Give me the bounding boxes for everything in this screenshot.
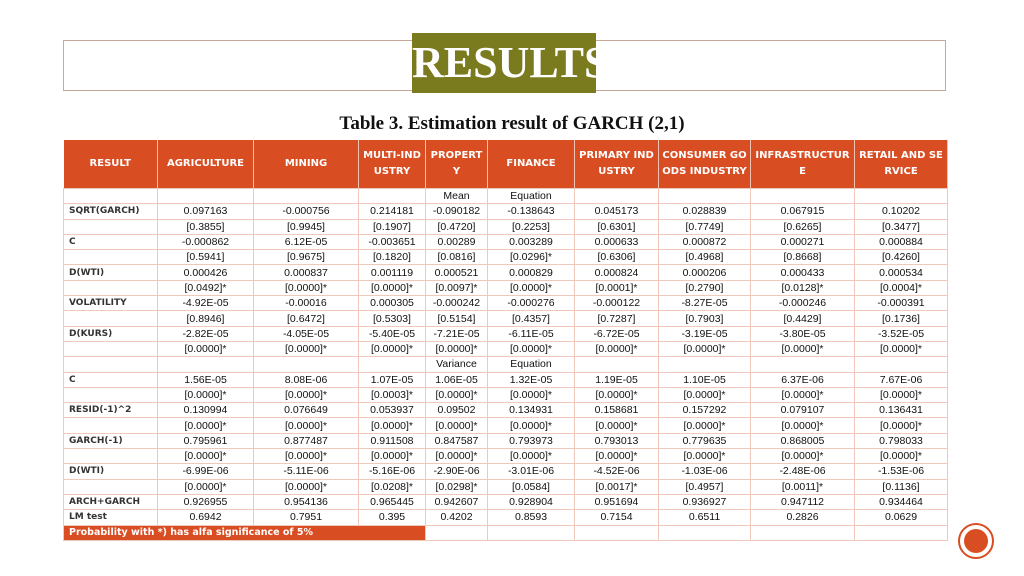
table-cell: [0.0000]* xyxy=(751,387,855,402)
table-cell: [0.0000]* xyxy=(158,418,254,433)
table-cell: [0.6306] xyxy=(575,250,659,265)
table-cell: 6.37E-06 xyxy=(751,372,855,387)
table-cell: [0.0000]* xyxy=(426,449,488,464)
table-cell: [0.0000]* xyxy=(254,449,359,464)
row-label xyxy=(64,280,158,295)
table-caption: Table 3. Estimation result of GARCH (2,1) xyxy=(339,113,685,134)
table-cell: -0.138643 xyxy=(488,204,575,219)
table-row xyxy=(64,372,948,387)
table-cell xyxy=(158,189,254,204)
table-cell: [0.0000]* xyxy=(254,418,359,433)
table-cell: [0.3855] xyxy=(158,219,254,234)
table-cell: [0.0000]* xyxy=(359,418,426,433)
header-consumer-goods: CONSUMER GOODS INDUSTRY xyxy=(659,140,751,189)
table-cell: 0.6942 xyxy=(158,510,254,525)
table-cell: 0.000872 xyxy=(659,234,751,249)
table-cell: [0.0000]* xyxy=(751,449,855,464)
table-cell: 0.936927 xyxy=(659,494,751,509)
table-cell: [0.0000]* xyxy=(659,418,751,433)
table-cell xyxy=(751,525,855,540)
table-cell: [0.0492]* xyxy=(158,280,254,295)
results-table xyxy=(63,140,948,541)
table-cell: 0.136431 xyxy=(855,403,948,418)
header-infrastructure: INFRASTRUCTURE xyxy=(751,140,855,189)
table-row xyxy=(64,464,948,479)
table-row xyxy=(64,311,948,326)
table-cell: [0.5154] xyxy=(426,311,488,326)
table-cell: 0.942607 xyxy=(426,494,488,509)
row-label xyxy=(64,418,158,433)
table-cell: -4.05E-05 xyxy=(254,326,359,341)
table-cell: 0.7951 xyxy=(254,510,359,525)
table-cell: [0.0000]* xyxy=(254,479,359,494)
table-cell: [0.4260] xyxy=(855,250,948,265)
table-cell: -0.000862 xyxy=(158,234,254,249)
table-cell: [0.0000]* xyxy=(855,341,948,356)
table-cell: Equation xyxy=(488,189,575,204)
table-cell: 0.926955 xyxy=(158,494,254,509)
table-cell: [0.0000]* xyxy=(855,449,948,464)
table-cell: [0.4429] xyxy=(751,311,855,326)
table-cell: 0.000824 xyxy=(575,265,659,280)
table-cell: [0.5941] xyxy=(158,250,254,265)
table-cell: 0.847587 xyxy=(426,433,488,448)
table-cell: 0.934464 xyxy=(855,494,948,509)
table-cell: [0.4957] xyxy=(659,479,751,494)
table-cell: [0.0004]* xyxy=(855,280,948,295)
table-cell: [0.0000]* xyxy=(855,418,948,433)
table-cell xyxy=(855,357,948,372)
table-row xyxy=(64,387,948,402)
table-cell xyxy=(575,189,659,204)
table-cell: Mean xyxy=(426,189,488,204)
table-cell: [0.0000]* xyxy=(488,341,575,356)
table-cell: [0.1736] xyxy=(855,311,948,326)
table-cell xyxy=(659,525,751,540)
table-cell: 0.877487 xyxy=(254,433,359,448)
table-cell: -6.99E-06 xyxy=(158,464,254,479)
table-cell: -5.16E-06 xyxy=(359,464,426,479)
table-row xyxy=(64,234,948,249)
table-row xyxy=(64,494,948,509)
header-agriculture: AGRICULTURE xyxy=(158,140,254,189)
table-cell: 0.00289 xyxy=(426,234,488,249)
table-cell: [0.4720] xyxy=(426,219,488,234)
row-label xyxy=(64,479,158,494)
table-cell: -3.01E-06 xyxy=(488,464,575,479)
table-cell: 1.07E-05 xyxy=(359,372,426,387)
row-label: VOLATILITY xyxy=(64,296,158,311)
table-cell: [0.2790] xyxy=(659,280,751,295)
table-cell: [0.7749] xyxy=(659,219,751,234)
table-row xyxy=(64,403,948,418)
table-cell: [0.1136] xyxy=(855,479,948,494)
table-cell: 0.965445 xyxy=(359,494,426,509)
table-row xyxy=(64,341,948,356)
table-cell: -0.000756 xyxy=(254,204,359,219)
table-cell: [0.8668] xyxy=(751,250,855,265)
table-row xyxy=(64,280,948,295)
table-cell: 1.56E-05 xyxy=(158,372,254,387)
table-cell xyxy=(751,357,855,372)
row-label: RESID(-1)^2 xyxy=(64,403,158,418)
table-cell xyxy=(488,525,575,540)
table-cell: [0.0000]* xyxy=(575,341,659,356)
table-cell: [0.5303] xyxy=(359,311,426,326)
table-cell: -8.27E-05 xyxy=(659,296,751,311)
table-cell: [0.0000]* xyxy=(426,341,488,356)
table-cell: 0.045173 xyxy=(575,204,659,219)
table-cell xyxy=(254,189,359,204)
table-cell: 0.000884 xyxy=(855,234,948,249)
table-cell: [0.9675] xyxy=(254,250,359,265)
table-cell: [0.0000]* xyxy=(855,387,948,402)
table-cell: [0.0000]* xyxy=(488,280,575,295)
table-cell: [0.3477] xyxy=(855,219,948,234)
row-label xyxy=(64,387,158,402)
table-cell: Equation xyxy=(488,357,575,372)
table-cell: 1.06E-05 xyxy=(426,372,488,387)
row-label: D(KURS) xyxy=(64,326,158,341)
table-cell: [0.0000]* xyxy=(158,387,254,402)
table-cell: -6.11E-05 xyxy=(488,326,575,341)
table-note-row xyxy=(64,525,948,540)
table-cell: 0.793013 xyxy=(575,433,659,448)
table-cell: 0.067915 xyxy=(751,204,855,219)
table-cell: -0.00016 xyxy=(254,296,359,311)
table-cell: 0.134931 xyxy=(488,403,575,418)
table-row xyxy=(64,250,948,265)
table-cell: Variance xyxy=(426,357,488,372)
table-cell: [0.0000]* xyxy=(659,341,751,356)
table-cell xyxy=(359,357,426,372)
table-cell: [0.0000]* xyxy=(158,341,254,356)
table-cell: -1.53E-06 xyxy=(855,464,948,479)
table-cell: [0.0000]* xyxy=(488,418,575,433)
table-cell: -0.000391 xyxy=(855,296,948,311)
table-cell: 0.779635 xyxy=(659,433,751,448)
row-label xyxy=(64,189,158,204)
table-cell: 0.097163 xyxy=(158,204,254,219)
table-cell: [0.0000]* xyxy=(158,479,254,494)
header-mining: MINING xyxy=(254,140,359,189)
significance-note: Probability with *) has alfa significance of 5% xyxy=(64,525,426,540)
table-cell: [0.0000]* xyxy=(488,387,575,402)
row-label xyxy=(64,449,158,464)
table-cell: 1.19E-05 xyxy=(575,372,659,387)
table-cell xyxy=(751,189,855,204)
table-cell: 0.053937 xyxy=(359,403,426,418)
table-cell xyxy=(158,357,254,372)
header-retail-service: RETAIL AND SERVICE xyxy=(855,140,948,189)
table-cell: -2.90E-06 xyxy=(426,464,488,479)
table-cell: 0.928904 xyxy=(488,494,575,509)
table-cell: 0.0629 xyxy=(855,510,948,525)
table-cell: -0.000122 xyxy=(575,296,659,311)
table-cell: [0.0000]* xyxy=(158,449,254,464)
table-cell: 0.076649 xyxy=(254,403,359,418)
table-cell: -1.03E-06 xyxy=(659,464,751,479)
row-label: C xyxy=(64,372,158,387)
table-cell: 0.157292 xyxy=(659,403,751,418)
table-cell: 0.868005 xyxy=(751,433,855,448)
table-cell: [0.0296]* xyxy=(488,250,575,265)
table-cell: [0.0000]* xyxy=(751,418,855,433)
table-cell: -4.92E-05 xyxy=(158,296,254,311)
table-row xyxy=(64,433,948,448)
table-cell: [0.0000]* xyxy=(426,418,488,433)
table-cell xyxy=(659,357,751,372)
table-cell: [0.7903] xyxy=(659,311,751,326)
row-label: SQRT(GARCH) xyxy=(64,204,158,219)
logo-icon xyxy=(958,523,994,559)
row-label: LM test xyxy=(64,510,158,525)
table-cell: -3.80E-05 xyxy=(751,326,855,341)
table-row xyxy=(64,189,948,204)
table-cell: 0.000633 xyxy=(575,234,659,249)
table-cell: [0.9945] xyxy=(254,219,359,234)
table-cell: [0.0000]* xyxy=(575,418,659,433)
header-multi-industry: MULTI-INDUSTRY xyxy=(359,140,426,189)
table-cell: 0.003289 xyxy=(488,234,575,249)
table-cell: [0.0000]* xyxy=(488,449,575,464)
table-cell: [0.0128]* xyxy=(751,280,855,295)
row-label: C xyxy=(64,234,158,249)
table-cell: 0.001119 xyxy=(359,265,426,280)
table-cell xyxy=(359,189,426,204)
row-label xyxy=(64,250,158,265)
table-cell: [0.0017]* xyxy=(575,479,659,494)
table-cell: 0.954136 xyxy=(254,494,359,509)
table-cell: -7.21E-05 xyxy=(426,326,488,341)
row-label: ARCH+GARCH xyxy=(64,494,158,509)
table-cell xyxy=(575,525,659,540)
table-cell: 8.08E-06 xyxy=(254,372,359,387)
table-cell: 0.7154 xyxy=(575,510,659,525)
table-cell: 0.000837 xyxy=(254,265,359,280)
table-cell: 7.67E-06 xyxy=(855,372,948,387)
table-cell: [0.0208]* xyxy=(359,479,426,494)
table-cell: 0.214181 xyxy=(359,204,426,219)
table-cell: [0.4968] xyxy=(659,250,751,265)
row-label: GARCH(-1) xyxy=(64,433,158,448)
table-cell: 0.798033 xyxy=(855,433,948,448)
table-cell: 0.028839 xyxy=(659,204,751,219)
table-cell: 0.000426 xyxy=(158,265,254,280)
table-body xyxy=(64,189,948,541)
table-cell: 0.158681 xyxy=(575,403,659,418)
table-row xyxy=(64,449,948,464)
table-cell: 1.10E-05 xyxy=(659,372,751,387)
table-cell: [0.6472] xyxy=(254,311,359,326)
table-row xyxy=(64,265,948,280)
table-cell: 0.000271 xyxy=(751,234,855,249)
table-cell: [0.7287] xyxy=(575,311,659,326)
table-cell: [0.0000]* xyxy=(575,449,659,464)
table-cell: 0.10202 xyxy=(855,204,948,219)
table-cell: 0.000829 xyxy=(488,265,575,280)
table-row xyxy=(64,219,948,234)
row-label xyxy=(64,357,158,372)
table-row xyxy=(64,296,948,311)
row-label: D(WTI) xyxy=(64,464,158,479)
table-row xyxy=(64,418,948,433)
table-cell: [0.1820] xyxy=(359,250,426,265)
table-cell: 0.4202 xyxy=(426,510,488,525)
row-label: D(WTI) xyxy=(64,265,158,280)
table-cell: 0.000521 xyxy=(426,265,488,280)
table-cell: 0.2826 xyxy=(751,510,855,525)
table-cell: [0.0816] xyxy=(426,250,488,265)
table-cell: -4.52E-06 xyxy=(575,464,659,479)
table-cell: -0.090182 xyxy=(426,204,488,219)
table-cell: -5.40E-05 xyxy=(359,326,426,341)
table-header-row xyxy=(64,140,948,189)
table-cell: 0.000433 xyxy=(751,265,855,280)
table-cell: [0.0000]* xyxy=(254,280,359,295)
table-cell: [0.0003]* xyxy=(359,387,426,402)
table-cell: [0.2253] xyxy=(488,219,575,234)
table-cell: 0.000305 xyxy=(359,296,426,311)
table-cell: [0.8946] xyxy=(158,311,254,326)
table-cell: -2.48E-06 xyxy=(751,464,855,479)
header-finance: FINANCE xyxy=(488,140,575,189)
table-cell: 0.000206 xyxy=(659,265,751,280)
table-row xyxy=(64,326,948,341)
table-cell: [0.0000]* xyxy=(359,341,426,356)
table-cell xyxy=(855,189,948,204)
table-cell: [0.6265] xyxy=(751,219,855,234)
table-cell: [0.0000]* xyxy=(575,387,659,402)
table-cell: 0.130994 xyxy=(158,403,254,418)
table-cell xyxy=(254,357,359,372)
table-cell: 0.000534 xyxy=(855,265,948,280)
table-cell: 0.079107 xyxy=(751,403,855,418)
table-cell: -3.19E-05 xyxy=(659,326,751,341)
table-cell: 0.951694 xyxy=(575,494,659,509)
table-cell: 0.6511 xyxy=(659,510,751,525)
table-cell: -5.11E-06 xyxy=(254,464,359,479)
table-cell: 0.947112 xyxy=(751,494,855,509)
table-cell: [0.0000]* xyxy=(359,280,426,295)
table-cell: -0.000242 xyxy=(426,296,488,311)
table-cell: 0.911508 xyxy=(359,433,426,448)
table-cell: 0.793973 xyxy=(488,433,575,448)
table-cell: [0.0000]* xyxy=(359,449,426,464)
row-label xyxy=(64,311,158,326)
table-cell: [0.0298]* xyxy=(426,479,488,494)
table-row xyxy=(64,204,948,219)
row-label xyxy=(64,341,158,356)
table-cell: [0.0000]* xyxy=(751,341,855,356)
table-cell: 1.32E-05 xyxy=(488,372,575,387)
table-cell: 0.395 xyxy=(359,510,426,525)
table-cell: -6.72E-05 xyxy=(575,326,659,341)
table-cell: 0.795961 xyxy=(158,433,254,448)
table-cell: [0.0000]* xyxy=(659,449,751,464)
table-cell: [0.6301] xyxy=(575,219,659,234)
header-property: PROPERTY xyxy=(426,140,488,189)
table-cell: [0.0000]* xyxy=(659,387,751,402)
table-cell: [0.0584] xyxy=(488,479,575,494)
table-cell: [0.0000]* xyxy=(254,341,359,356)
table-cell: 0.8593 xyxy=(488,510,575,525)
table-cell: -0.000246 xyxy=(751,296,855,311)
table-row xyxy=(64,510,948,525)
table-cell: -2.82E-05 xyxy=(158,326,254,341)
table-cell: [0.0097]* xyxy=(426,280,488,295)
table-cell: 6.12E-05 xyxy=(254,234,359,249)
header-primary-industry: PRIMARY INDUSTRY xyxy=(575,140,659,189)
table-cell: [0.1907] xyxy=(359,219,426,234)
table-cell: -3.52E-05 xyxy=(855,326,948,341)
table-cell xyxy=(575,357,659,372)
table-cell xyxy=(426,525,488,540)
table-cell: [0.4357] xyxy=(488,311,575,326)
table-cell: -0.000276 xyxy=(488,296,575,311)
header-result: RESULT xyxy=(64,140,158,189)
table-cell: [0.0011]* xyxy=(751,479,855,494)
row-label xyxy=(64,219,158,234)
table-cell xyxy=(855,525,948,540)
table-row xyxy=(64,357,948,372)
table-cell: [0.0001]* xyxy=(575,280,659,295)
table-row xyxy=(64,479,948,494)
table-cell: -0.003651 xyxy=(359,234,426,249)
slide-title: RESULTS xyxy=(412,33,596,93)
table-cell: 0.09502 xyxy=(426,403,488,418)
table-cell: [0.0000]* xyxy=(426,387,488,402)
table-cell: [0.0000]* xyxy=(254,387,359,402)
table-cell xyxy=(659,189,751,204)
